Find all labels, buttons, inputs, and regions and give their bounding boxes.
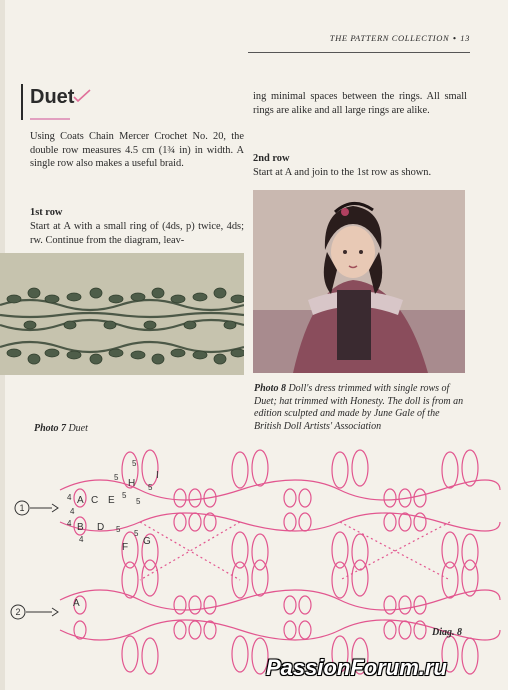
photo8-caption-text: Doll's dress trimmed with single rows of Duet; hat trimmed with Honesty. The doll is from an edition sculpted and made by June Gale of the British Doll Artists' Association: [254, 383, 464, 432]
photo7-caption: [34, 423, 88, 434]
photo8-label: Photo 8: [254, 383, 286, 394]
row-marker-1: [15, 501, 58, 515]
title-underline: [30, 118, 70, 120]
diagram-letter-a: A: [77, 495, 84, 506]
count-label: 4: [67, 519, 72, 528]
diagram-label: Diag. 8: [432, 627, 462, 638]
header-rule: [248, 52, 470, 53]
site-watermark: PassionForum.ru: [266, 655, 447, 680]
count-label: 4: [70, 507, 75, 516]
row-marker-2: [11, 605, 58, 619]
count-label: 5: [148, 483, 153, 492]
photo7-caption-text: Duet: [68, 423, 88, 434]
count-label: 5: [116, 525, 121, 534]
row-marker-1-label: 1: [19, 503, 25, 513]
diagram-letter-d: D: [97, 522, 105, 533]
diagram-letter-b: B: [77, 522, 84, 533]
diagram-letter-e: E: [108, 495, 115, 506]
page-number: 13: [460, 33, 470, 43]
row2-heading: 2nd row: [253, 153, 290, 164]
diagram-letter-a-row2: A: [73, 598, 80, 609]
photo7-label: Photo 7: [34, 423, 66, 434]
tatting-diagram: [0, 440, 508, 690]
header-bullet: •: [452, 33, 457, 43]
count-label: 5: [122, 491, 127, 500]
count-label: 5: [114, 473, 119, 482]
diagram-letter-c: C: [91, 495, 99, 506]
diagram-letter-h: H: [128, 478, 136, 489]
title-bar: [21, 84, 23, 120]
count-label: 5: [134, 529, 139, 538]
diagram-letter-g: G: [143, 536, 151, 547]
count-label: 5: [136, 497, 141, 506]
diagram-letter-i: I: [156, 470, 159, 481]
row1-text: Start at A with a small ring of (4ds, p) twice, 4ds; rw. Continue from the diagram, leav-: [30, 221, 244, 246]
photo8-caption: [254, 383, 468, 433]
row2-text: Start at A and join to the 1st row as shown.: [253, 167, 432, 178]
row-marker-2-label: 2: [15, 607, 21, 617]
count-label: 4: [67, 493, 72, 502]
count-label: 5: [132, 459, 137, 468]
row1-continued-text: ing minimal spaces between the rings. All small rings are alike and all large rings are alike.: [253, 91, 467, 116]
doll-photo-image: [253, 190, 465, 373]
intro-paragraph: Using Coats Chain Mercer Crochet No. 20, the double row measures 4.5 cm (1¾ in) in width. A single row also makes a useful braid.: [30, 131, 244, 170]
count-label: 4: [79, 535, 84, 544]
book-title: THE PATTERN COLLECTION: [329, 33, 450, 43]
photo-doll: [253, 190, 465, 373]
pattern-title: Duet: [30, 86, 75, 108]
checkmark-icon: [72, 89, 92, 103]
row1-heading: 1st row: [30, 207, 63, 218]
lace-photo-image: [0, 253, 244, 375]
photo-duet-lace: [0, 253, 244, 375]
diagram-letter-f: F: [122, 542, 129, 553]
running-header: [330, 33, 470, 43]
